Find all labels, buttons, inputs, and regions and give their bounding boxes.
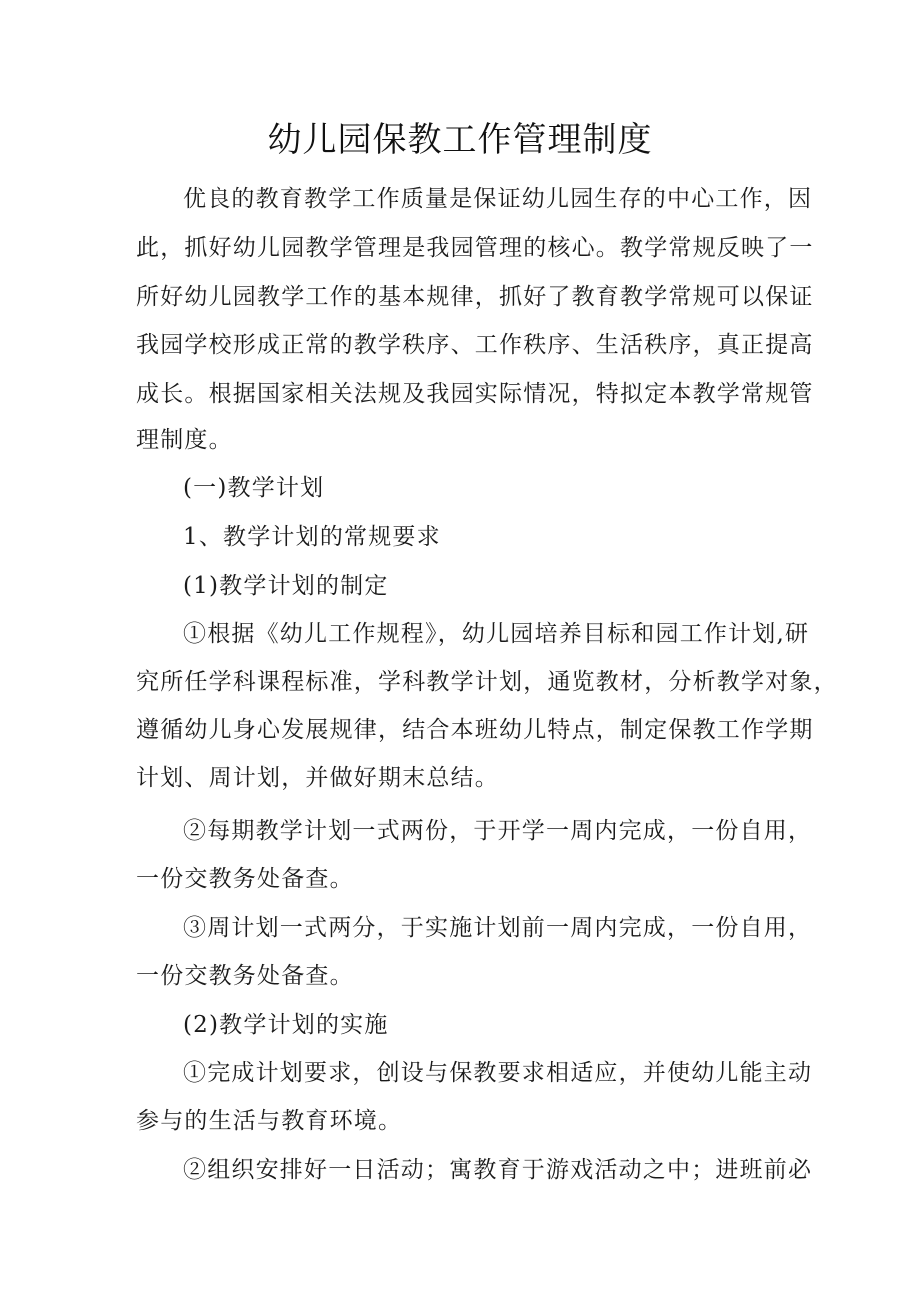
document-title: 幼儿园保教工作管理制度 xyxy=(267,120,653,160)
section-heading: (一)教学计划 xyxy=(183,475,325,501)
intro-line-2: 此，抓好幼儿园教学管理是我园管理的核心。教学常规反映了一 xyxy=(136,235,814,261)
p1-line-4: 计划、周计划，并做好期末总结。 xyxy=(136,765,499,791)
item-heading-1: (1)教学计划的制定 xyxy=(183,573,389,599)
intro-line-4: 我园学校形成正常的教学秩序、工作秩序、生活秩序，真正提高 xyxy=(136,332,814,358)
p2-line-1: ②每期教学计划一式两份，于开学一周内完成，一份自用， xyxy=(183,818,813,844)
intro-line-3: 所好幼儿园教学工作的基本规律，抓好了教育教学常规可以保证 xyxy=(136,284,814,310)
p4-line-2: 参与的生活与教育环境。 xyxy=(136,1108,403,1134)
intro-line-5: 成长。根据国家相关法规及我园实际情况，特拟定本教学常规管 xyxy=(136,381,814,407)
p3-line-2: 一份交教务处备查。 xyxy=(136,963,354,989)
p1-line-3: 遵循幼儿身心发展规律，结合本班幼儿特点，制定保教工作学期 xyxy=(136,717,814,743)
p2-line-2: 一份交教务处备查。 xyxy=(136,866,354,892)
item-heading-2: (2)教学计划的实施 xyxy=(183,1012,389,1038)
p4-line-1: ①完成计划要求，创设与保教要求相适应，并使幼儿能主动 xyxy=(183,1060,813,1086)
subsection-heading: 1、教学计划的常规要求 xyxy=(183,524,441,550)
p5-line-1: ②组织安排好一日活动；寓教育于游戏活动之中；进班前必 xyxy=(183,1157,813,1183)
intro-line-6: 理制度。 xyxy=(136,427,233,453)
p1-line-1: ①根据《幼儿工作规程》，幼儿园培养目标和园工作计划,研 xyxy=(183,621,810,647)
intro-line-1: 优良的教育教学工作质量是保证幼儿园生存的中心工作，因 xyxy=(183,186,813,212)
p1-line-2: 究所任学科课程标准，学科教学计划，通览教材，分析教学对象， xyxy=(136,669,838,695)
p3-line-1: ③周计划一式两分，于实施计划前一周内完成，一份自用， xyxy=(183,915,813,941)
